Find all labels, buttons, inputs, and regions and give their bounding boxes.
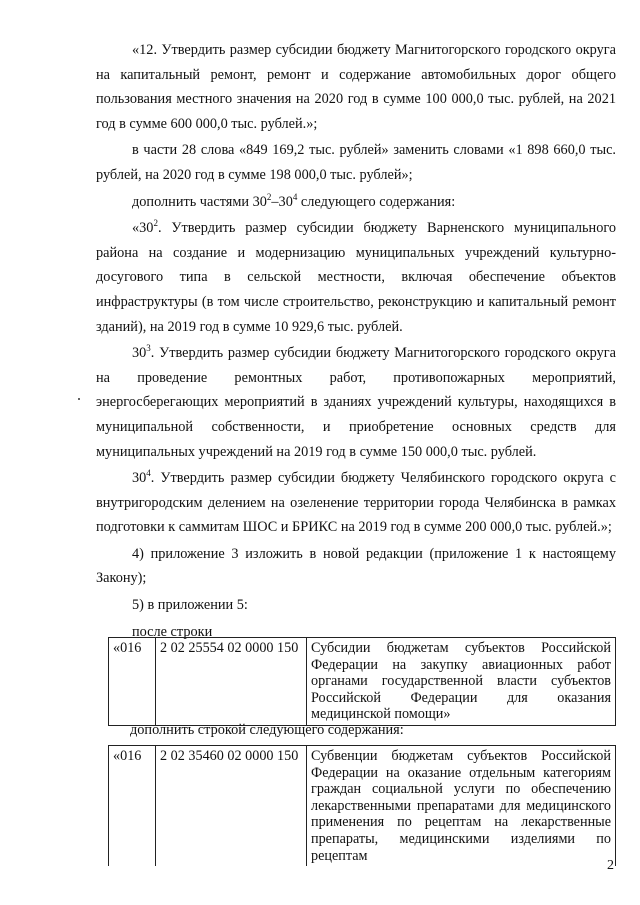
paragraph-30-4 xyxy=(96,466,616,540)
table-row xyxy=(109,746,616,867)
add-parts-sup-2: 4 xyxy=(292,191,298,202)
paragraph-appendix-5: 5) в приложении 5: xyxy=(132,597,248,614)
add-parts-text-b: –30 xyxy=(271,193,293,210)
add-parts-text-a: дополнить частями 30 xyxy=(132,193,267,210)
cell-admin-code: «016 xyxy=(109,638,156,726)
add-parts-sup-1: 2 xyxy=(266,191,272,202)
p30-3-sup: 3 xyxy=(146,343,151,354)
add-parts-text-c: следующего содержания: xyxy=(297,193,456,210)
paragraph-12: «12. Утвердить размер субсидии бюджету Магнитогорского городского округа на капитальный ремонт, ремонт и содержание автомобильных дорог общего пользования местного значения на 2020 год в сумме 100 000,0 тыс. рублей, на 2021 год в сумме 600 000,0 тыс. рублей.»; xyxy=(96,42,616,132)
p30-2-text-a: «30 xyxy=(132,220,154,237)
paragraph-after-row: после строки xyxy=(132,623,213,640)
paragraph-appendix-3: 4) приложение 3 изложить в новой редакции (приложение 1 к настоящему Закону); xyxy=(96,545,616,587)
margin-dot xyxy=(78,398,80,400)
cell-budget-code: 2 02 25554 02 0000 150 xyxy=(156,638,307,726)
p30-4-text-a: 30 xyxy=(132,470,147,487)
table-existing-row xyxy=(108,637,616,726)
p30-4-sup: 4 xyxy=(146,468,151,479)
paragraph-part-28: в части 28 слова «849 169,2 тыс. рублей» заменить словами «1 898 660,0 тыс. рублей, на 2020 год в сумме 198 000,0 тыс. рублей»; xyxy=(96,142,616,183)
p30-2-sup: 2 xyxy=(153,218,158,229)
add-row-caption: дополнить строкой следующего содержания: xyxy=(130,722,404,738)
p30-3-text-a: 30 xyxy=(132,345,147,362)
cell-description: Субвенции бюджетам субъектов Российской Федерации на оказание отдельным категориям граждан социальной услуги по обеспечению лекарственными препаратами для медицинского применения по рецептам на лекарственные препараты, медицинскими изделиями по рецептам xyxy=(307,746,616,867)
p30-4-text-b: . Утвердить размер субсидии бюджету Челябинского городского округа с внутригородским делением на озеленение территории города Челябинска в рамках подготовки к саммитам ШОС и БРИКС на 2019 год в сумме 200 000,0 тыс. рублей.»; xyxy=(96,470,616,536)
cell-budget-code: 2 02 35460 02 0000 150 xyxy=(156,746,307,867)
body-text xyxy=(96,38,616,644)
paragraph-30-3 xyxy=(96,341,616,464)
cell-admin-code: «016 xyxy=(109,746,156,867)
paragraph-30-2 xyxy=(96,216,616,339)
p30-3-text-b: . Утвердить размер субсидии бюджету Магнитогорского городского округа на проведение ремонтных работ, противопожарных мероприятий, энергосберегающих мероприятий в зданиях учреждений культуры, находящихся в муниципальной собственности, и приобретение основных средств для муниципальных учреждений на 2019 год в сумме 150 000,0 тыс. рублей. xyxy=(96,345,616,460)
paragraph-add-parts xyxy=(96,190,616,215)
cell-description: Субсидии бюджетам субъектов Российской Федерации на закупку авиационных работ органами государственной власти субъектов Российской Федерации для оказания медицинской помощи» xyxy=(307,638,616,726)
page-number: 2 xyxy=(607,858,614,873)
table-new-row xyxy=(108,745,616,866)
p30-2-text-b: . Утвердить размер субсидии бюджету Варненского муниципального района на создание и модернизацию муниципальных учреждений культурно-досугового типа в сельской местности, включая обеспечение объектов инфраструктуры (в том числе строительство, реконструкцию и капитальный ремонт зданий), на 2019 год в сумме 10 929,6 тыс. рублей. xyxy=(96,220,616,335)
table-row xyxy=(109,638,616,726)
